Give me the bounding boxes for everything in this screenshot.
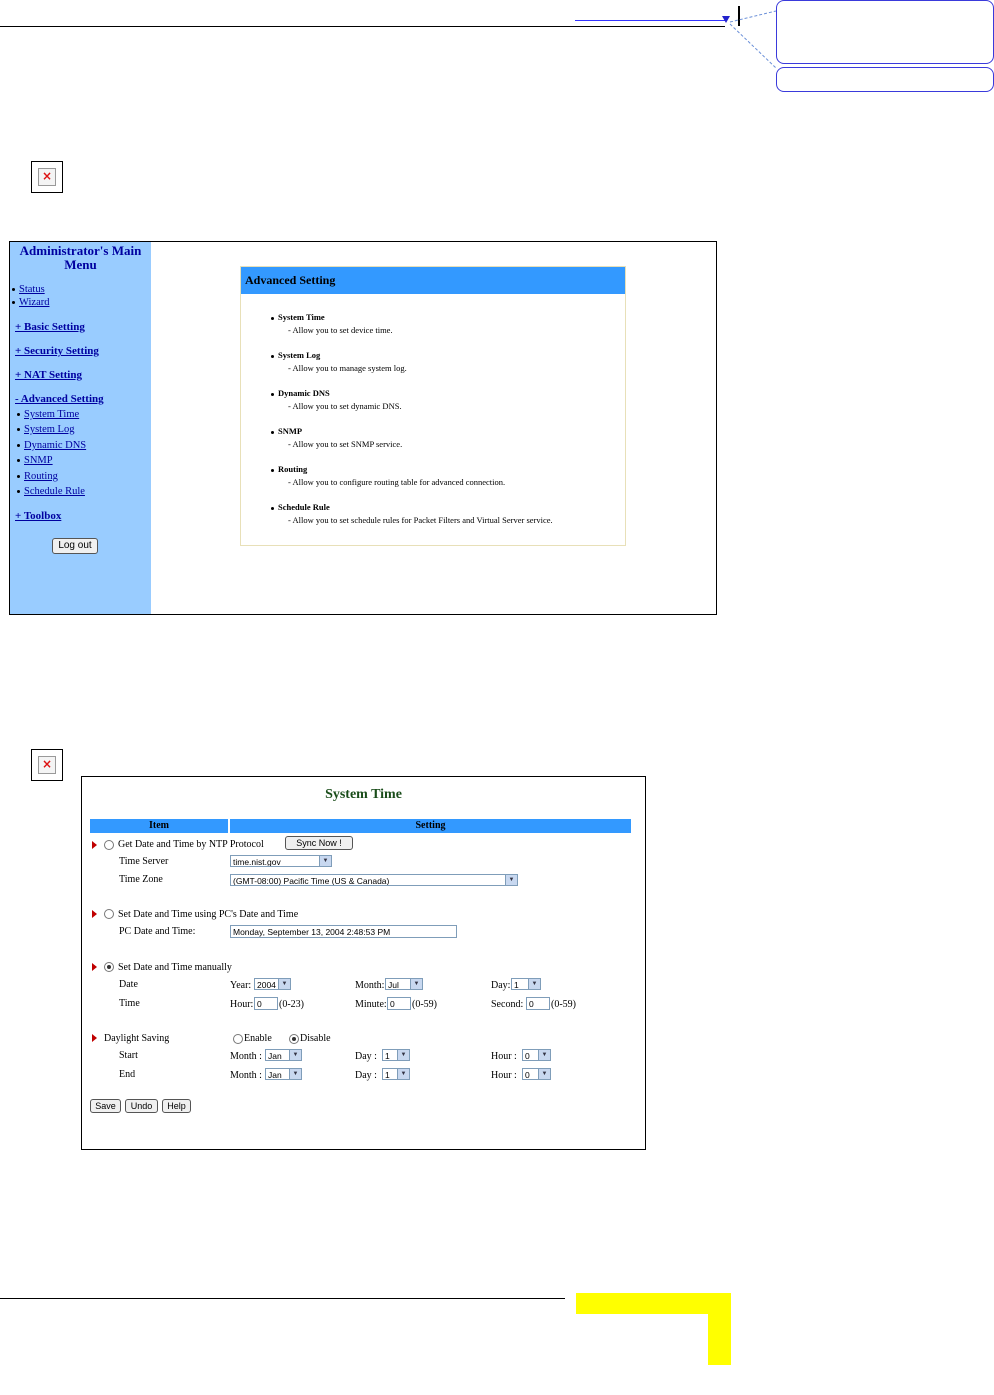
- menu-advanced-setting[interactable]: - Advanced Setting: [15, 393, 104, 405]
- month-label: Month:: [355, 980, 385, 991]
- ntp-radio[interactable]: [104, 840, 114, 850]
- header-link-line: [575, 20, 727, 21]
- comment-callout-1: [776, 0, 994, 64]
- pc-time-option-label: Set Date and Time using PC's Date and Time: [118, 909, 299, 920]
- dst-end-month-label: Month :: [230, 1070, 262, 1081]
- system-time-title: System Time: [325, 787, 402, 802]
- sync-now-button[interactable]: Sync Now !: [285, 836, 353, 850]
- year-select[interactable]: 2004 ▼: [254, 978, 291, 990]
- advanced-setting-panel: [240, 266, 626, 546]
- advanced-setting-screenshot: [9, 241, 717, 615]
- time-server-select[interactable]: time.nist.gov ▼: [230, 855, 332, 867]
- menu-title: Administrator's Main Menu: [19, 243, 142, 272]
- year-label: Year:: [230, 980, 252, 991]
- dst-start-hour-label: Hour :: [491, 1051, 517, 1062]
- second-range: (0-59): [551, 999, 576, 1010]
- adv-item-schedule-rule: Schedule Rule - Allow you to set schedule rules for Packet Filters and Virtual Server service.: [271, 502, 553, 525]
- undo-button[interactable]: Undo: [125, 1099, 158, 1113]
- time-server-label: Time Server: [119, 856, 169, 867]
- date-label: Date: [119, 979, 138, 990]
- dst-end-hour-select[interactable]: 0 ▼: [522, 1068, 551, 1080]
- minute-label: Minute:: [355, 999, 387, 1010]
- help-button[interactable]: Help: [162, 1099, 191, 1113]
- manual-time-radio[interactable]: [104, 962, 114, 972]
- minute-input[interactable]: 0: [387, 997, 411, 1010]
- menu-basic-setting[interactable]: + Basic Setting: [15, 321, 85, 333]
- callout-connector: [728, 8, 778, 70]
- pc-date-time-label: PC Date and Time:: [119, 926, 196, 937]
- hour-label: Hour:: [230, 999, 254, 1010]
- ntp-label: Get Date and Time by NTP Protocol: [118, 839, 264, 850]
- adv-item-system-time: System Time - Allow you to set device time.: [271, 312, 393, 335]
- dst-start-month-select[interactable]: Jan ▼: [265, 1049, 302, 1061]
- comment-callout-2: [776, 67, 994, 92]
- pc-time-radio[interactable]: [104, 909, 114, 919]
- time-zone-label: Time Zone: [119, 874, 163, 885]
- time-zone-select[interactable]: (GMT-08:00) Pacific Time (US & Canada) ▼: [230, 874, 518, 886]
- pc-date-time-field[interactable]: Monday, September 13, 2004 2:48:53 PM: [230, 925, 457, 938]
- dst-start-month-label: Month :: [230, 1051, 262, 1062]
- col-item-header: Item: [90, 819, 230, 833]
- day-label: Day:: [491, 980, 511, 991]
- second-input[interactable]: 0: [526, 997, 550, 1010]
- admin-menu: [10, 242, 151, 614]
- daylight-saving-label: Daylight Saving: [104, 1033, 170, 1044]
- dst-end-day-select[interactable]: 1 ▼: [382, 1068, 410, 1080]
- dst-end-label: End: [119, 1069, 136, 1080]
- system-time-screenshot: [81, 776, 646, 1150]
- menu-sub-routing[interactable]: Routing: [17, 471, 58, 482]
- adv-item-routing: Routing - Allow you to configure routing table for advanced connection.: [271, 464, 505, 487]
- broken-image-icon: ×: [31, 161, 63, 193]
- advanced-setting-heading: Advanced Setting: [241, 267, 625, 294]
- dst-disable-radio[interactable]: [289, 1034, 299, 1044]
- menu-toolbox[interactable]: + Toolbox: [15, 510, 62, 522]
- adv-item-system-log: System Log - Allow you to manage system log.: [271, 350, 407, 373]
- section-marker-icon: [92, 1034, 97, 1042]
- month-select[interactable]: Jul ▼: [385, 978, 423, 990]
- adv-item-dynamic-dns: Dynamic DNS - Allow you to set dynamic DNS.: [271, 388, 402, 411]
- highlight-bar-vertical: [708, 1293, 731, 1365]
- broken-image-icon: ×: [31, 749, 63, 781]
- second-label: Second:: [491, 999, 524, 1010]
- dst-start-label: Start: [119, 1050, 138, 1061]
- dst-start-day-label: Day :: [355, 1051, 377, 1062]
- manual-time-label: Set Date and Time manually: [118, 962, 232, 973]
- adv-item-snmp: SNMP - Allow you to set SNMP service.: [271, 426, 402, 449]
- dst-end-month-select[interactable]: Jan ▼: [265, 1068, 302, 1080]
- menu-link-wizard[interactable]: Wizard: [12, 297, 49, 308]
- day-select[interactable]: 1 ▼: [511, 978, 541, 990]
- dst-enable-radio[interactable]: [233, 1034, 243, 1044]
- dst-end-day-label: Day :: [355, 1070, 377, 1081]
- table-header: [90, 819, 631, 833]
- menu-nat-setting[interactable]: + NAT Setting: [15, 369, 82, 381]
- minute-range: (0-59): [412, 999, 437, 1010]
- dst-end-hour-label: Hour :: [491, 1070, 517, 1081]
- logout-button[interactable]: Log out: [52, 538, 98, 554]
- section-marker-icon: [92, 841, 97, 849]
- menu-sub-dynamic-dns[interactable]: Dynamic DNS: [17, 440, 86, 451]
- menu-sub-system-log[interactable]: System Log: [17, 424, 74, 435]
- menu-security-setting[interactable]: + Security Setting: [15, 345, 99, 357]
- menu-link-status[interactable]: Status: [12, 284, 45, 295]
- hour-range: (0-23): [279, 999, 304, 1010]
- section-marker-icon: [92, 910, 97, 918]
- menu-sub-schedule-rule[interactable]: Schedule Rule: [17, 486, 85, 497]
- col-setting-header: Setting: [415, 820, 446, 831]
- dst-disable-label: Disable: [300, 1033, 331, 1044]
- footer-rule: [0, 1298, 565, 1299]
- dst-enable-label: Enable: [244, 1033, 272, 1044]
- dst-start-day-select[interactable]: 1 ▼: [382, 1049, 410, 1061]
- time-label: Time: [119, 998, 140, 1009]
- menu-sub-snmp[interactable]: SNMP: [17, 455, 53, 466]
- save-button[interactable]: Save: [90, 1099, 121, 1113]
- dst-start-hour-select[interactable]: 0 ▼: [522, 1049, 551, 1061]
- menu-sub-system-time[interactable]: System Time: [17, 409, 79, 420]
- header-rule: [0, 26, 725, 27]
- hour-input[interactable]: 0: [254, 997, 278, 1010]
- section-marker-icon: [92, 963, 97, 971]
